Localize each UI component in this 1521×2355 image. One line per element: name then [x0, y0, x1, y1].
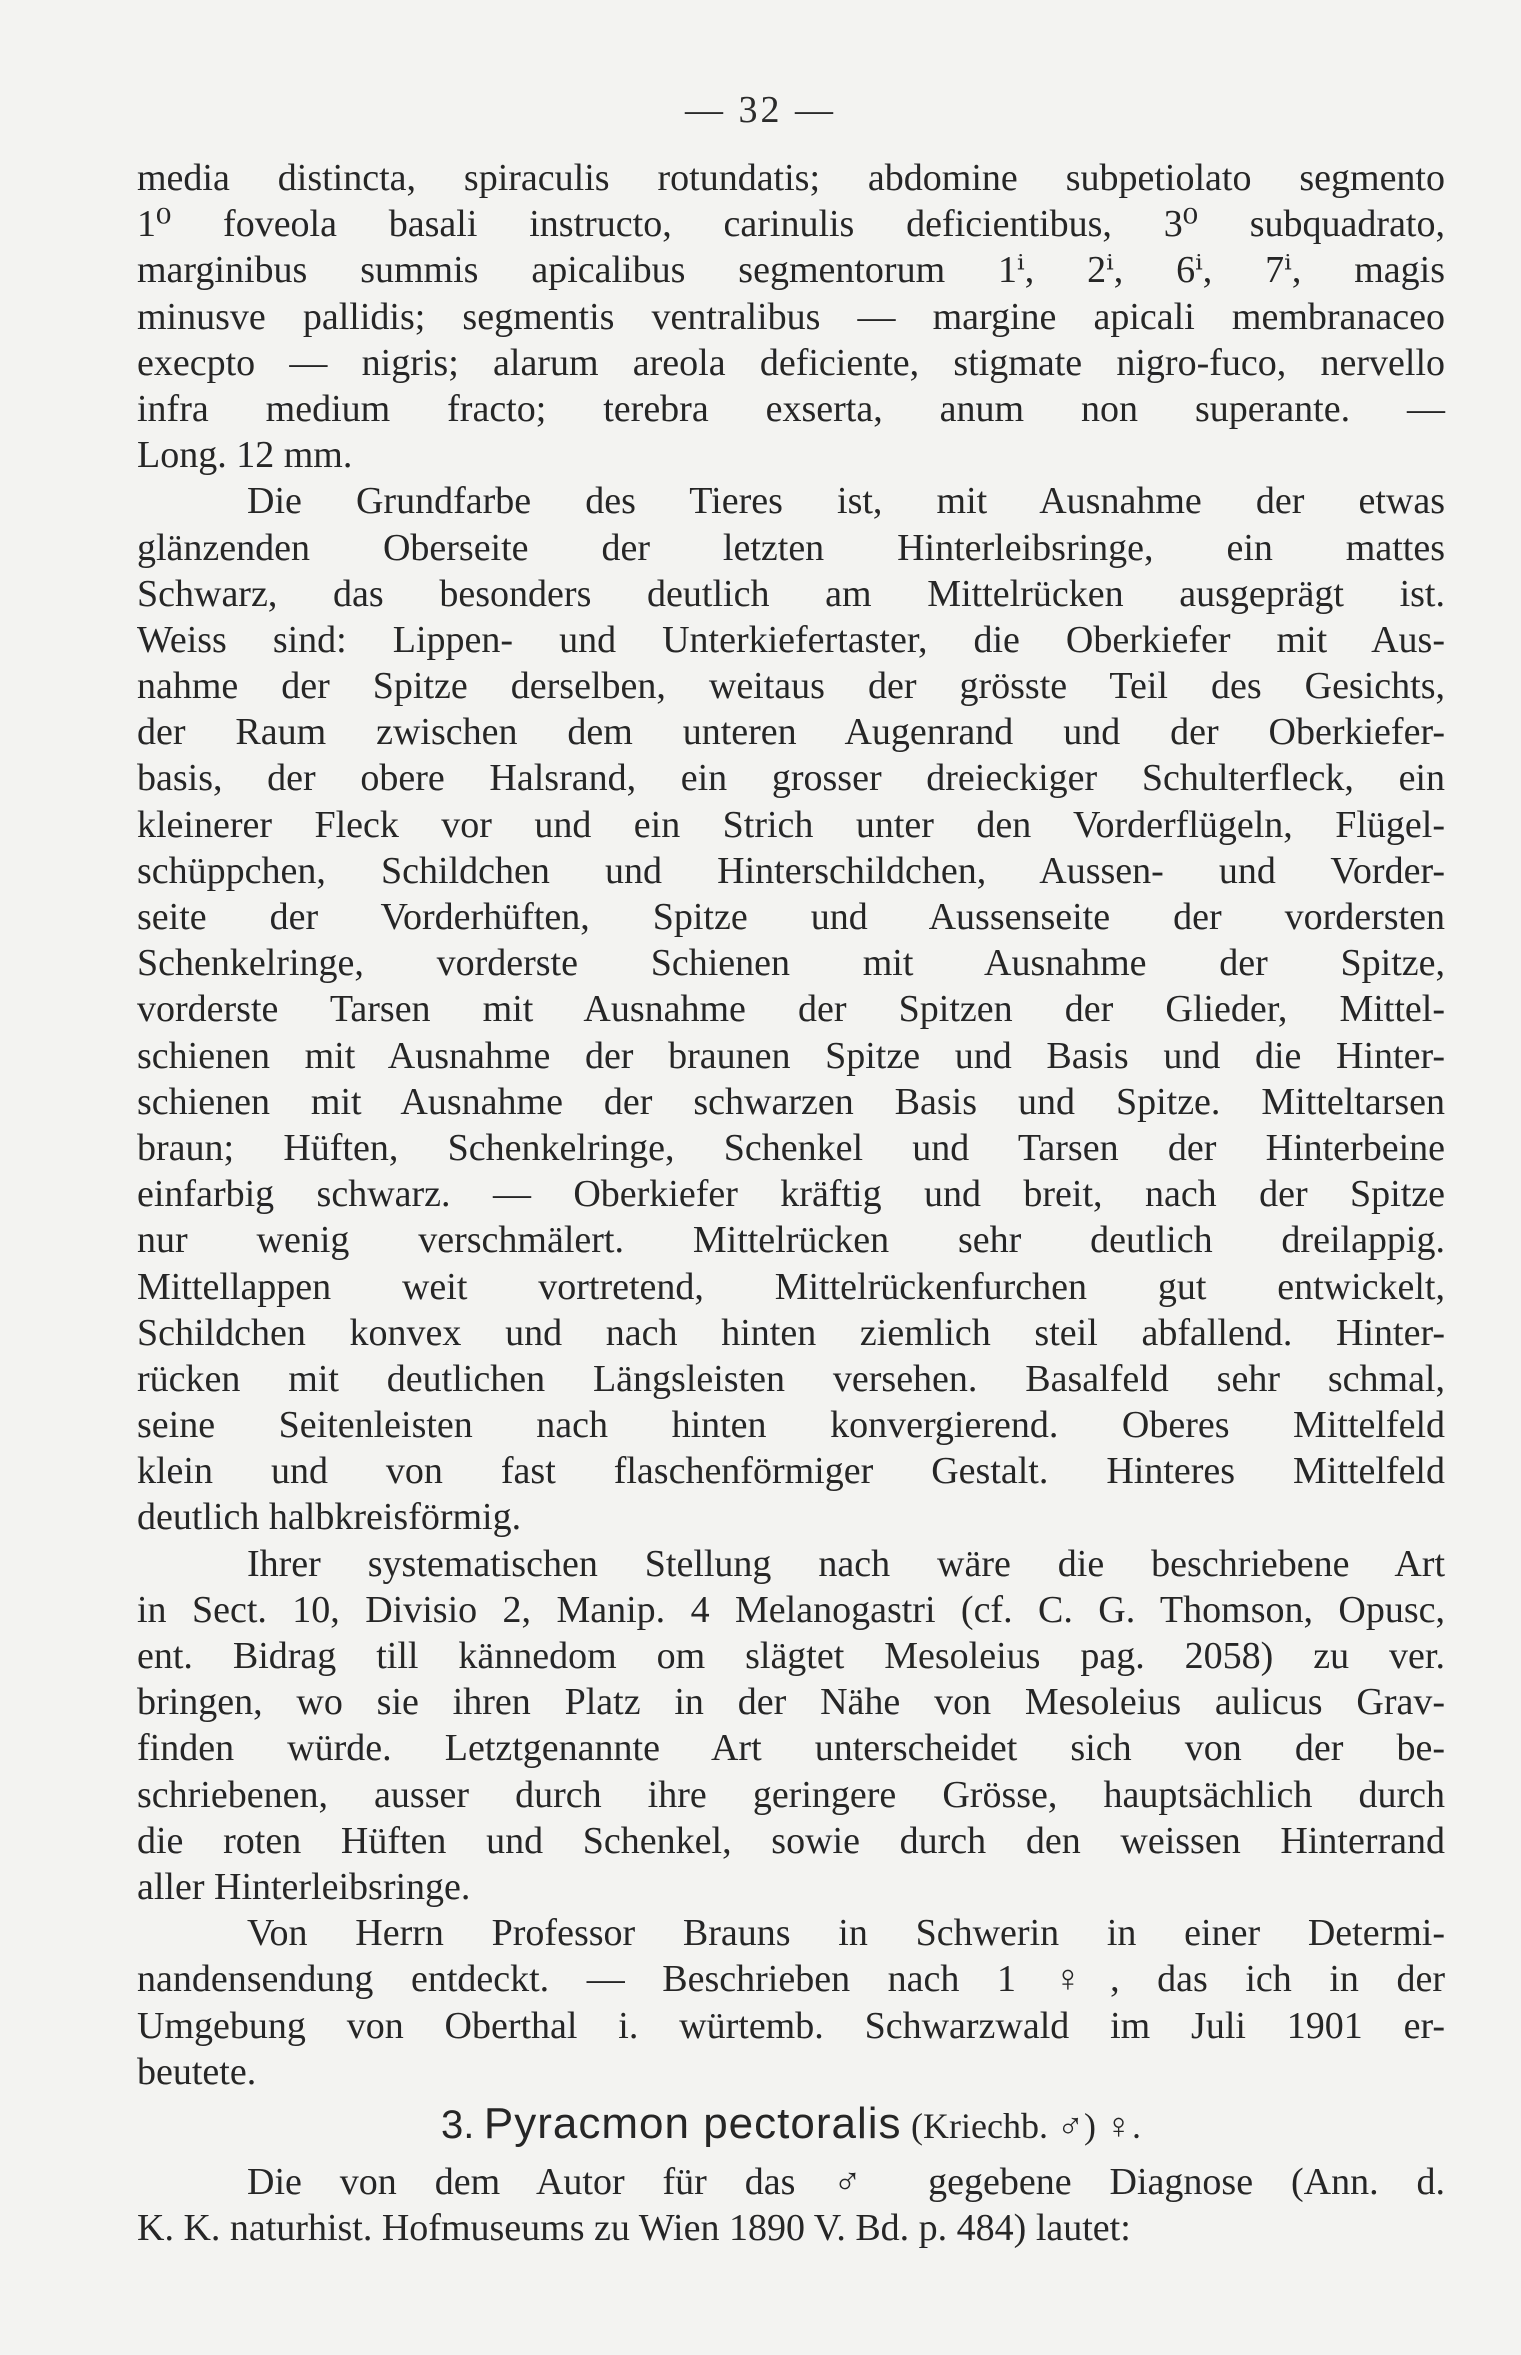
text-line: infra medium fracto; terebra exserta, anum non superante. —: [137, 387, 1445, 430]
text-line: finden würde. Letztgenannte Art unterscheidet sich von der be-: [137, 1727, 1445, 1770]
text-line: Umgebung von Oberthal i. würtemb. Schwarzwald im Juli 1901 er-: [137, 2004, 1445, 2047]
paragraphs: [137, 155, 1445, 2095]
text-line: rücken mit deutlichen Längsleisten versehen. Basalfeld sehr schmal,: [137, 1357, 1445, 1400]
text-line: minusve pallidis; segmentis ventralibus — margine apicali membranaceo: [137, 295, 1445, 338]
species-number: 3.: [441, 2102, 475, 2147]
text-line: braun; Hüften, Schenkelringe, Schenkel und Tarsen der Hinterbeine: [137, 1126, 1445, 1169]
text-line: basis, der obere Halsrand, ein grosser dreieckiger Schulterfleck, ein: [137, 757, 1445, 800]
text-line: Schwarz, das besonders deutlich am Mittelrücken ausgeprägt ist.: [137, 572, 1445, 615]
text-line: nur wenig verschmälert. Mittelrücken sehr deutlich dreilappig.: [137, 1219, 1445, 1262]
text-line: Schenkelringe, vorderste Schienen mit Ausnahme der Spitze,: [137, 942, 1445, 985]
text-line: Schildchen konvex und nach hinten ziemlich steil abfallend. Hinter-: [137, 1311, 1445, 1354]
text-line: Ihrer systematischen Stellung nach wäre die beschriebene Art: [247, 1542, 1445, 1585]
text-line: Long. 12 mm.: [137, 434, 353, 477]
paragraph: [137, 1541, 1445, 1911]
text-line: die roten Hüften und Schenkel, sowie durch den weissen Hinterrand: [137, 1819, 1445, 1862]
text-line: nandensendung entdeckt. — Beschrieben nach 1 ♀, das ich in der: [137, 1958, 1445, 2001]
text-line: Die von dem Autor für das ♂ gegebene Diagnose (Ann. d.: [247, 2160, 1445, 2203]
text-line: execpto — nigris; alarum areola deficiente, stigmate nigro-fuco, nervello: [137, 341, 1445, 384]
text-line: Von Herrn Professor Brauns in Schwerin in einer Determi-: [247, 1912, 1445, 1955]
paragraph: [137, 155, 1445, 478]
text-line: aller Hinterleibsringe.: [137, 1865, 471, 1908]
text-line: nahme der Spitze derselben, weitaus der grösste Teil des Gesichts,: [137, 665, 1445, 708]
body-text: [137, 155, 1445, 2251]
text-line: seine Seitenleisten nach hinten konvergierend. Oberes Mittelfeld: [137, 1404, 1445, 1447]
text-line: schienen mit Ausnahme der schwarzen Basis und Spitze. Mitteltarsen: [137, 1080, 1445, 1123]
text-line: Die Grundfarbe des Tieres ist, mit Ausnahme der etwas: [247, 480, 1445, 523]
species-heading: [137, 2095, 1445, 2159]
text-line: 1⁰ foveola basali instructo, carinulis deficientibus, 3⁰ subquadrato,: [137, 203, 1445, 246]
species-name: Pyracmon pectoralis: [483, 2098, 902, 2148]
text-line: kleinerer Fleck vor und ein Strich unter den Vorderflügeln, Flügel-: [137, 803, 1445, 846]
text-line: bringen, wo sie ihren Platz in der Nähe von Mesoleius aulicus Grav-: [137, 1681, 1445, 1724]
text-line: schüppchen, Schildchen und Hinterschildchen, Aussen- und Vorder-: [137, 849, 1445, 892]
text-line: seite der Vorderhüften, Spitze und Aussenseite der vordersten: [137, 896, 1445, 938]
text-line: der Raum zwischen dem unteren Augenrand und der Oberkiefer-: [137, 711, 1445, 754]
text-line: in Sect. 10, Divisio 2, Manip. 4 Melanogastri (cf. C. G. Thomson, Opusc,: [137, 1588, 1445, 1631]
text-line: einfarbig schwarz. — Oberkiefer kräftig und breit, nach der Spitze: [137, 1173, 1445, 1216]
text-line: Weiss sind: Lippen- und Unterkiefertaster, die Oberkiefer mit Aus-: [137, 618, 1445, 661]
text-line: media distincta, spiraculis rotundatis; abdomine subpetiolato segmento: [137, 157, 1445, 199]
species-author: (Kriechb. ♂) ♀.: [911, 2105, 1141, 2146]
page-number: — 32 —: [685, 89, 836, 131]
text-line: glänzenden Oberseite der letzten Hinterleibsringe, ein mattes: [137, 526, 1445, 569]
paragraph: [137, 478, 1445, 1540]
text-line: schriebenen, ausser durch ihre geringere Grösse, hauptsächlich durch: [137, 1773, 1445, 1816]
text-line: klein und von fast flaschenförmiger Gestalt. Hinteres Mittelfeld: [137, 1450, 1445, 1493]
text-line: marginibus summis apicalibus segmentorum 1ⁱ, 2ⁱ, 6ⁱ, 7ⁱ, magis: [137, 249, 1445, 292]
paragraph: [137, 1910, 1445, 2095]
text-line: ent. Bidrag till kännedom om slägtet Mesoleius pag. 2058) zu ver.: [137, 1635, 1445, 1677]
text-line: deutlich halbkreisförmig.: [137, 1496, 522, 1539]
text-line: Mittellappen weit vortretend, Mittelrückenfurchen gut entwickelt,: [137, 1265, 1445, 1308]
text-line: K. K. naturhist. Hofmuseums zu Wien 1890 V. Bd. p. 484) lautet:: [137, 2207, 1131, 2250]
text-line: beutete.: [137, 2050, 257, 2093]
final-paragraph: [137, 2159, 1445, 2251]
text-line: schienen mit Ausnahme der braunen Spitze und Basis und die Hinter-: [137, 1034, 1445, 1077]
text-line: vorderste Tarsen mit Ausnahme der Spitzen der Glieder, Mittel-: [137, 988, 1445, 1031]
